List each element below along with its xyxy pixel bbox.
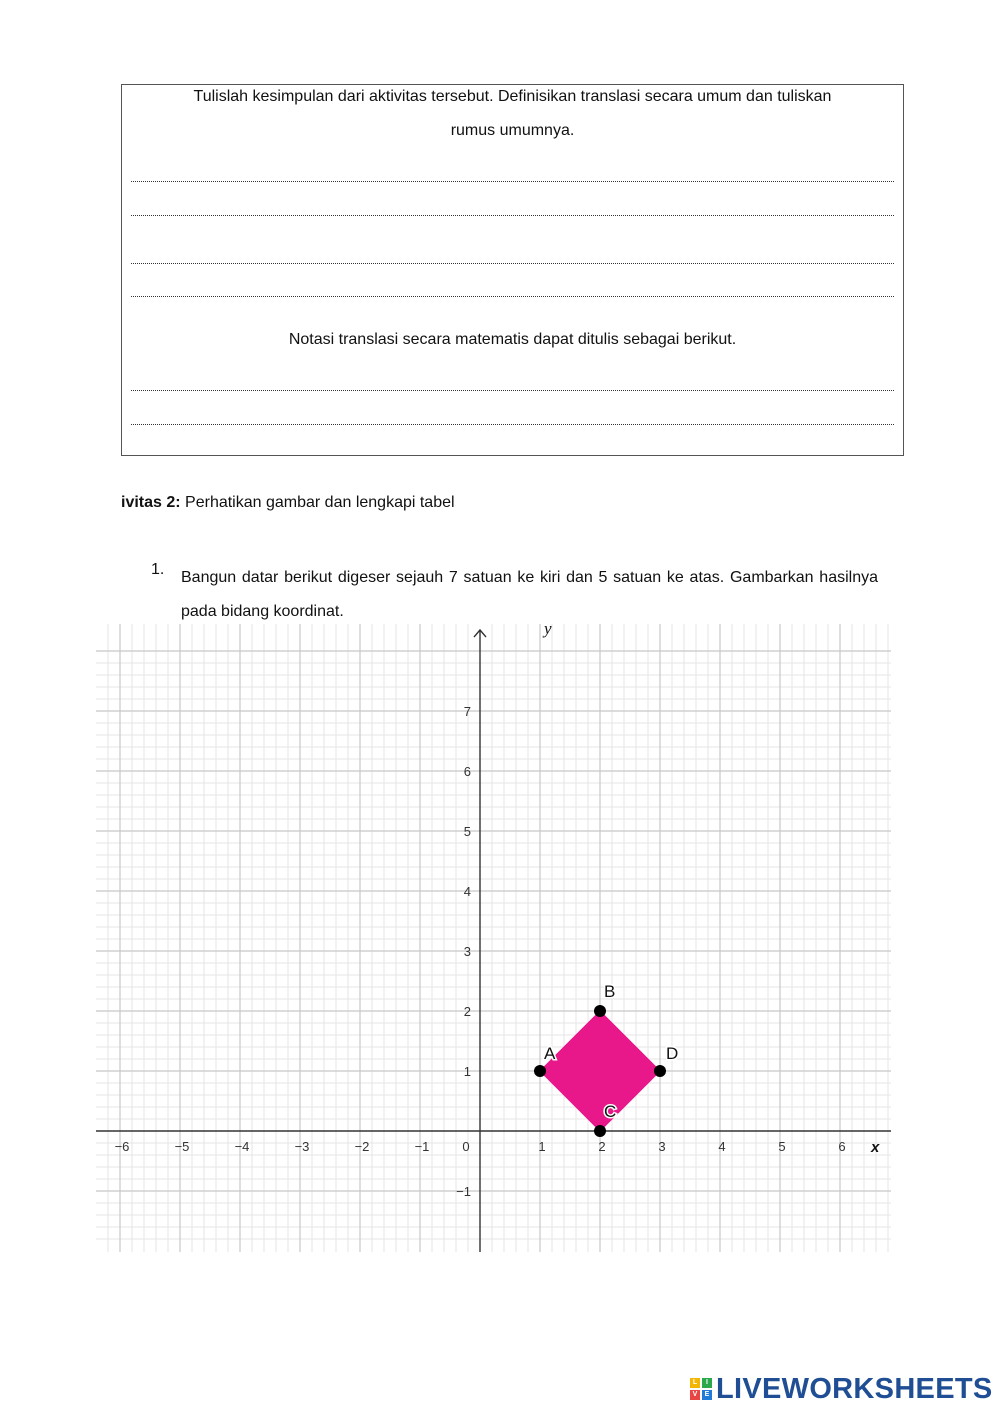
y-axis-label: y: [544, 624, 552, 638]
y-tick-label: 6: [463, 764, 471, 779]
x-tick-label: −3: [294, 1139, 310, 1154]
activity-heading: [121, 494, 455, 512]
point-c[interactable]: [594, 1125, 606, 1137]
y-tick-label: 1: [463, 1064, 471, 1079]
liveworksheets-logo: [690, 1372, 993, 1406]
shape-abdc: [540, 1011, 660, 1131]
x-tick-label: 0: [462, 1139, 470, 1154]
point-label-d: D: [666, 1044, 679, 1063]
x-tick-label: 6: [838, 1139, 846, 1154]
logo-mark-icon: [690, 1378, 712, 1400]
x-tick-label: −2: [354, 1139, 370, 1154]
point-d[interactable]: [654, 1065, 666, 1077]
logo-mark-letter: L: [690, 1378, 700, 1388]
y-tick-label: 2: [463, 1004, 471, 1019]
point-label-a: A: [544, 1044, 556, 1063]
answer-line[interactable]: [131, 296, 894, 297]
activity-text: Perhatikan gambar dan lengkapi tabel: [180, 494, 455, 511]
question-text: Bangun datar berikut digeser sejauh 7 satuan ke kiri dan 5 satuan ke atas. Gambarkan hasilnya pada bidang koordinat.: [181, 569, 878, 620]
logo-text: LIVEWORKSHEETS: [716, 1372, 993, 1405]
instruction-line-2: rumus umumnya.: [450, 122, 575, 139]
instruction-line-1: Tulislah kesimpulan dari aktivitas tersebut. Definisikan translasi secara umum dan tuliskan: [193, 88, 832, 105]
y-tick-label: 7: [463, 704, 471, 719]
y-tick-label: −1: [456, 1184, 471, 1199]
logo-mark-letter: V: [690, 1390, 700, 1400]
question-number: 1.: [151, 561, 165, 578]
x-tick-label: −1: [414, 1139, 430, 1154]
x-tick-label: −6: [114, 1139, 130, 1154]
x-axis-label: x: [871, 1139, 880, 1156]
logo-mark-letter: I: [702, 1378, 712, 1388]
answer-line[interactable]: [131, 424, 894, 425]
x-tick-label: −5: [174, 1139, 190, 1154]
x-tick-label: 5: [778, 1139, 786, 1154]
point-label-c: C: [604, 1102, 617, 1121]
point-b[interactable]: [594, 1005, 606, 1017]
answer-line[interactable]: [131, 215, 894, 216]
y-tick-label: 5: [463, 824, 471, 839]
answer-line[interactable]: [131, 263, 894, 264]
answer-line[interactable]: [131, 390, 894, 391]
x-tick-label: 3: [658, 1139, 666, 1154]
x-tick-label: 4: [718, 1139, 726, 1154]
x-tick-label: 2: [598, 1139, 606, 1154]
conclusion-box: [121, 84, 904, 456]
x-tick-label: −4: [234, 1139, 250, 1154]
answer-line[interactable]: [131, 181, 894, 182]
notation-text: Notasi translasi secara matematis dapat ditulis sebagai berikut.: [288, 331, 737, 348]
point-a[interactable]: [534, 1065, 546, 1077]
y-tick-label: 4: [463, 884, 471, 899]
x-tick-label: 1: [538, 1139, 546, 1154]
y-tick-label: 3: [463, 944, 471, 959]
point-label-b: B: [604, 982, 616, 1001]
logo-mark-letter: E: [702, 1390, 712, 1400]
coordinate-plane[interactable]: [96, 624, 891, 1252]
activity-label: ivitas 2:: [121, 494, 181, 511]
